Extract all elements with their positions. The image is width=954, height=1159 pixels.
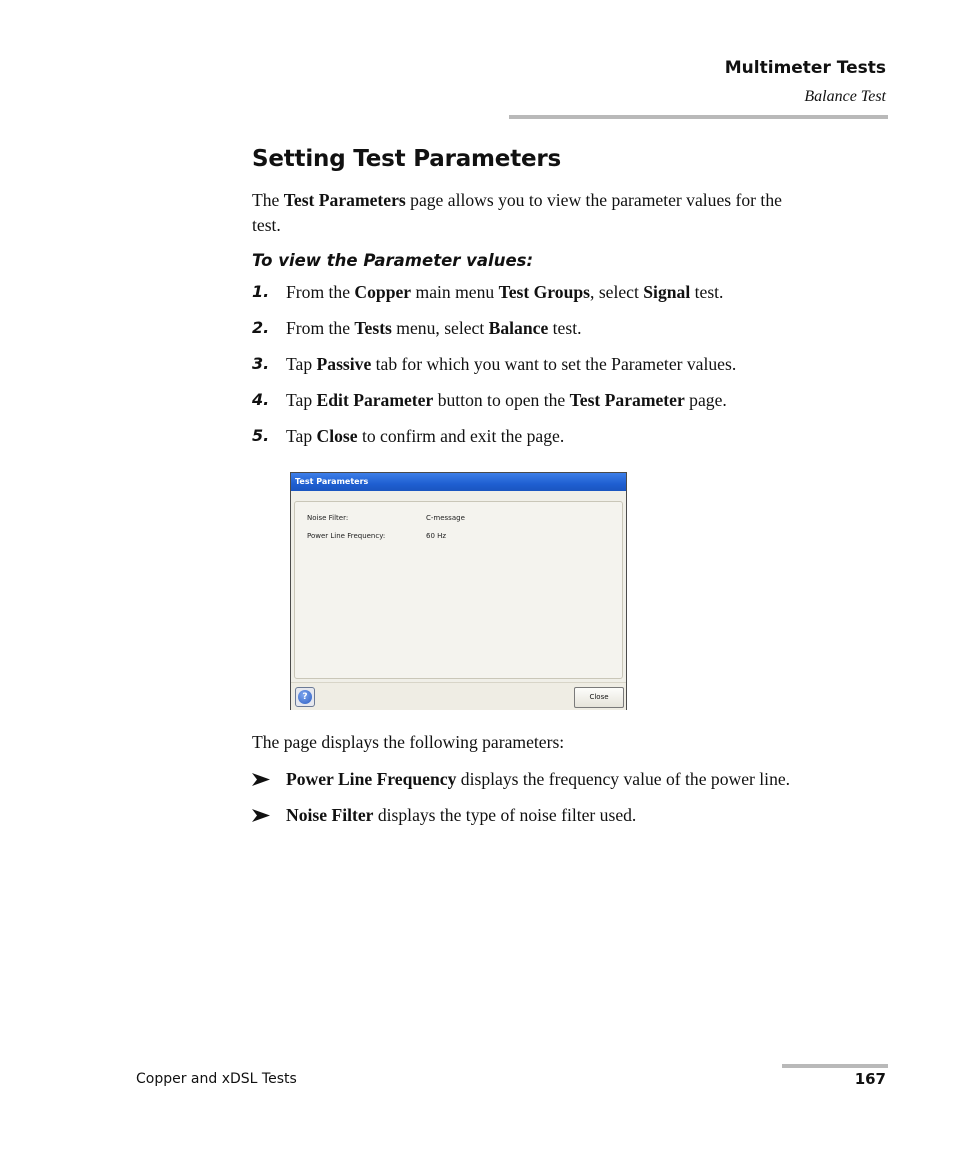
page-number: 167 xyxy=(854,1070,886,1088)
intro-text: test. xyxy=(252,215,281,235)
step-bold: Tests xyxy=(354,318,392,338)
dialog-title: Test Parameters xyxy=(295,477,369,486)
dialog-content-panel xyxy=(294,501,623,679)
intro-text: The xyxy=(252,190,284,210)
procedure-title: To view the Parameter values: xyxy=(252,251,534,270)
step-bold: Copper xyxy=(354,282,412,302)
step-number: 1. xyxy=(252,282,270,301)
close-button[interactable]: Close xyxy=(574,687,624,708)
step-bold: Test Parameter xyxy=(569,390,685,410)
section-heading: Setting Test Parameters xyxy=(252,146,562,172)
step-text: From the xyxy=(286,318,355,338)
step-number: 2. xyxy=(252,318,270,337)
step-text: test. xyxy=(548,318,582,338)
step-text: Tap xyxy=(286,354,317,374)
step-item xyxy=(252,387,892,413)
step-text: , select xyxy=(590,282,644,302)
arrow-bullet-icon xyxy=(252,773,270,786)
step-bold: Close xyxy=(316,426,358,446)
arrow-bullet-icon xyxy=(252,809,270,822)
running-header-section: Balance Test xyxy=(804,88,886,105)
help-button[interactable] xyxy=(295,687,315,707)
dialog-button-bar xyxy=(291,682,626,710)
step-text: tab for which you want to set the Parameter values. xyxy=(371,354,737,374)
step-item xyxy=(252,423,892,449)
step-number: 5. xyxy=(252,426,270,445)
running-header-chapter: Multimeter Tests xyxy=(724,58,886,78)
parameters-intro: The page displays the following parameters: xyxy=(252,732,565,752)
step-text: main menu xyxy=(411,282,499,302)
test-parameters-dialog xyxy=(290,472,627,710)
step-text: menu, select xyxy=(391,318,489,338)
footer-rule xyxy=(782,1064,888,1068)
intro-bold: Test Parameters xyxy=(283,190,406,210)
bullet-bold: Power Line Frequency xyxy=(286,769,457,789)
intro-paragraph xyxy=(252,188,892,238)
power-line-frequency-label: Power Line Frequency: xyxy=(307,532,386,540)
bullet-text: displays the frequency value of the power line. xyxy=(456,769,791,789)
step-number: 3. xyxy=(252,354,270,373)
step-bold: Signal xyxy=(643,282,691,302)
help-icon: ? xyxy=(298,690,312,704)
header-rule xyxy=(509,115,888,119)
noise-filter-label: Noise Filter: xyxy=(307,514,349,522)
step-bold: Edit Parameter xyxy=(316,390,434,410)
footer-title: Copper and xDSL Tests xyxy=(136,1071,297,1087)
step-bold: Passive xyxy=(316,354,372,374)
bullet-item xyxy=(252,802,902,828)
step-number: 4. xyxy=(252,390,270,409)
step-text: Tap xyxy=(286,426,317,446)
power-line-frequency-value: 60 Hz xyxy=(426,532,447,540)
step-item xyxy=(252,351,892,377)
step-text: to confirm and exit the page. xyxy=(357,426,565,446)
step-text: Tap xyxy=(286,390,317,410)
intro-text: page allows you to view the parameter values for the xyxy=(405,190,782,210)
step-text: From the xyxy=(286,282,355,302)
step-bold: Test Groups xyxy=(498,282,591,302)
step-item xyxy=(252,315,892,341)
step-item xyxy=(252,279,892,305)
step-text: button to open the xyxy=(433,390,570,410)
step-text: page. xyxy=(684,390,727,410)
step-bold: Balance xyxy=(488,318,549,338)
bullet-bold: Noise Filter xyxy=(286,805,374,825)
step-text: test. xyxy=(690,282,724,302)
bullet-item xyxy=(252,766,902,792)
noise-filter-value: C-message xyxy=(426,514,465,522)
bullet-text: displays the type of noise filter used. xyxy=(373,805,637,825)
dialog-title-bar xyxy=(291,473,626,491)
